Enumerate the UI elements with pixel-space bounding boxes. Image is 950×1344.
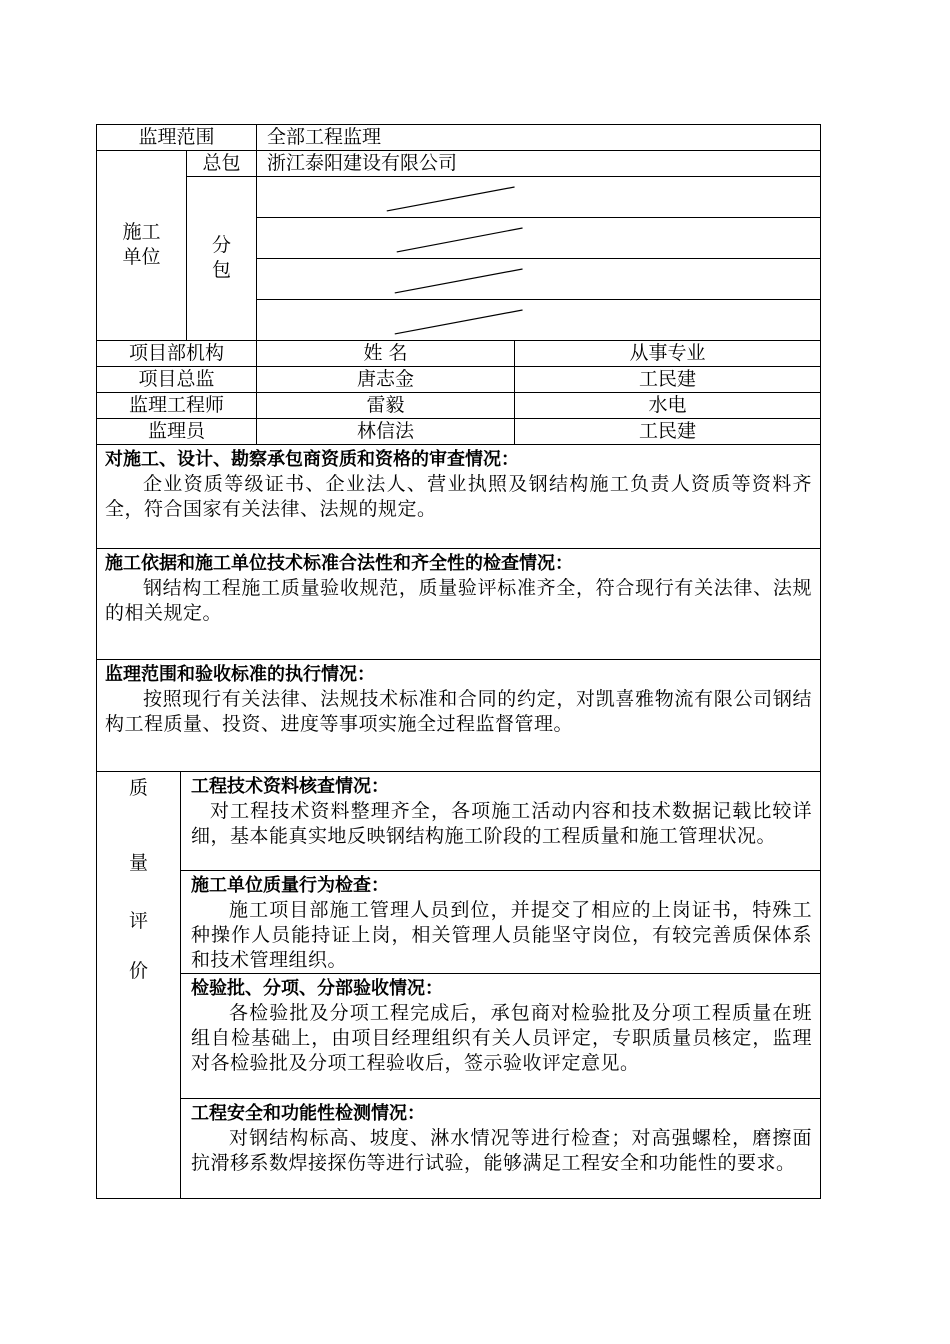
org-row-2-position: 监理工程师	[97, 392, 257, 418]
scope-execution-title: 监理范围和验收标准的执行情况：	[105, 663, 375, 685]
report-table	[96, 124, 821, 1199]
org-row-2-specialty: 水电	[515, 392, 821, 418]
strike-line-4	[257, 300, 820, 340]
scope-execution-section	[97, 659, 821, 771]
subcontractor-label-text: 分 包	[211, 234, 231, 282]
standards-check-section	[97, 548, 821, 659]
org-header-position: 项目部机构	[97, 340, 257, 366]
safety-function-check	[181, 1098, 821, 1198]
standards-check-title: 施工依据和施工单位技术标准合法性和齐全性的检查情况：	[105, 552, 573, 574]
org-row-2-name: 雷毅	[257, 392, 515, 418]
strike-line-2	[257, 218, 820, 258]
general-contractor-label: 总包	[187, 151, 257, 177]
org-row-3-name: 林信法	[257, 418, 515, 444]
org-row-1-specialty: 工民建	[515, 366, 821, 392]
acceptance-check-title: 检验批、分项、分部验收情况：	[191, 977, 443, 999]
qualification-review-title: 对施工、设计、勘察承包商资质和资格的审查情况：	[105, 448, 519, 470]
safety-function-check-body: 对钢结构标高、坡度、淋水情况等进行检查；对高强螺栓，磨擦面抗滑移系数焊接探伤等进行试验，能够满足工程安全和功能性的要求。	[191, 1126, 813, 1174]
qualification-review-section	[97, 444, 821, 548]
contractor-label	[97, 151, 187, 341]
quality-label-char-3: 评	[128, 909, 148, 932]
scope-value: 全部工程监理	[257, 125, 821, 151]
org-header-name: 姓 名	[257, 340, 515, 366]
scope-execution-body: 按照现行有关法律、法规技术标准和合同的约定，对凯喜雅物流有限公司钢结构工程质量、投资、进度等事项实施全过程监督管理。	[105, 687, 813, 735]
quality-behavior-check-title: 施工单位质量行为检查：	[191, 874, 389, 896]
supervision-report	[96, 124, 820, 1199]
quality-label-char-4: 价	[128, 959, 148, 982]
tech-docs-check-body: 对工程技术资料整理齐全，各项施工活动内容和技术数据记载比较详细，基本能真实地反映钢结构施工阶段的工程质量和施工管理状况。	[191, 799, 813, 847]
org-row-3-position: 监理员	[97, 418, 257, 444]
subcontractor-row-1	[257, 177, 821, 218]
quality-label-char-1: 质	[128, 776, 148, 799]
acceptance-check	[181, 973, 821, 1098]
quality-behavior-check	[181, 870, 821, 973]
general-contractor-value: 浙江泰阳建设有限公司	[257, 151, 821, 177]
safety-function-check-title: 工程安全和功能性检测情况：	[191, 1102, 425, 1124]
quality-label-char-2: 量	[128, 851, 148, 874]
org-row-1-position: 项目总监	[97, 366, 257, 392]
tech-docs-check	[181, 771, 821, 870]
qualification-review-body: 企业资质等级证书、企业法人、营业执照及钢结构施工负责人资质等资料齐全，符合国家有关法律、法规的规定。	[105, 472, 813, 520]
acceptance-check-body: 各检验批及分项工程完成后，承包商对检验批及分项工程质量在班组自检基础上，由项目经理组织有关人员评定，专职质量员核定，监理对各检验批及分项工程验收后，签示验收评定意见。	[191, 1001, 813, 1074]
contractor-label-text: 施工 单位	[122, 221, 161, 269]
org-header-specialty: 从事专业	[515, 340, 821, 366]
subcontractor-row-4	[257, 299, 821, 340]
strike-line-3	[257, 259, 820, 299]
subcontractor-row-2	[257, 217, 821, 258]
subcontractor-row-3	[257, 258, 821, 299]
quality-behavior-check-body: 施工项目部施工管理人员到位，并提交了相应的上岗证书，特殊工种操作人员能持证上岗，相关管理人员能坚守岗位，有较完善质保体系和技术管理组织。	[191, 898, 813, 971]
subcontractor-label	[187, 177, 257, 341]
tech-docs-check-title: 工程技术资料核查情况：	[191, 775, 389, 797]
strike-line-1	[257, 177, 820, 217]
org-row-3-specialty: 工民建	[515, 418, 821, 444]
scope-label: 监理范围	[97, 125, 257, 151]
standards-check-body: 钢结构工程施工质量验收规范，质量验评标准齐全，符合现行有关法律、法规的相关规定。	[105, 576, 813, 624]
org-row-1-name: 唐志金	[257, 366, 515, 392]
quality-evaluation-label	[97, 771, 181, 1198]
